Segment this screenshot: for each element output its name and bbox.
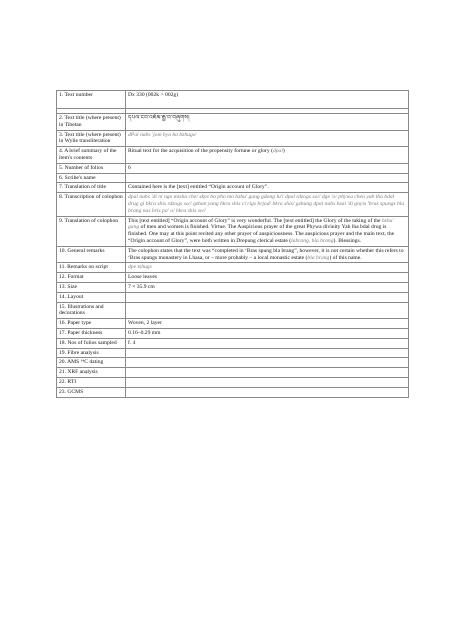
row-value: 7 × 35.9 cm [126, 282, 409, 292]
row-value: Contained here is the [text] entitled “Origin account of Glory”. [126, 183, 409, 193]
value-italic: labrang, bla brang [291, 237, 334, 244]
row-value: Dx 330 (002k > 002g) [126, 91, 409, 109]
row-label: 12. Format [57, 273, 126, 283]
row-label: 16. Paper type [57, 319, 126, 329]
table-row [57, 216, 409, 246]
row-label: 3. Text title (where present) in Wylie transliteration [57, 130, 126, 147]
table-row [57, 163, 409, 173]
row-value [126, 216, 409, 246]
table-row [57, 338, 409, 348]
table-row [57, 130, 409, 147]
row-label: 13. Size [57, 282, 126, 292]
value-text: ). Blessings. [333, 237, 362, 244]
row-label: 15. Illustrations and decorations [57, 302, 126, 319]
value-text: This [text entitled] “Origin account of Glory” is very wonderful. The [text entitled] the Glory of the taking of the [128, 217, 382, 224]
row-label: 9. Translation of colophon [57, 216, 126, 246]
row-value [126, 173, 409, 183]
row-label: 2. Text title (where present) in Tibetan [57, 114, 126, 131]
row-label: 11. Remarks on script [57, 263, 126, 273]
row-label: 19. Fibre analysis [57, 348, 126, 358]
row-label: 17. Paper thickness [57, 328, 126, 338]
row-label: 21. XRF analysis [57, 368, 126, 378]
row-value [126, 348, 409, 358]
row-value [126, 358, 409, 368]
table-row [57, 246, 409, 263]
table-row [57, 377, 409, 387]
row-value [126, 368, 409, 378]
table-row [57, 368, 409, 378]
table-row [57, 319, 409, 329]
row-label: 5. Number of folios [57, 163, 126, 173]
row-label: 14. Layout [57, 292, 126, 302]
row-value [126, 387, 409, 397]
row-value: Loose leaves [126, 273, 409, 283]
table-row [57, 193, 409, 216]
row-value: Woven, 2 layer [126, 319, 409, 329]
metadata-table [56, 90, 409, 398]
table-row [57, 328, 409, 338]
table-row [57, 302, 409, 319]
row-label: 18. Nos of folios sampled [57, 338, 126, 348]
table-row [57, 358, 409, 368]
row-value [126, 246, 409, 263]
value-text: ) of this name. [329, 254, 362, 261]
table-row [57, 387, 409, 397]
table-row [57, 173, 409, 183]
row-label: 6. Scribe's name [57, 173, 126, 183]
row-value: དཔལ་ངབ་འཇོམ་རྒྱ་བ་བཞུགས། [126, 114, 409, 131]
row-value: 0.16–0.29 mm [126, 328, 409, 338]
row-value: dpe tshugs [126, 263, 409, 273]
row-value [126, 377, 409, 387]
row-label: 22. RTI [57, 377, 126, 387]
table-row [57, 282, 409, 292]
table-row [57, 183, 409, 193]
value-text: of men and women is finished. Virtue. The Auspicious prayer of the great Phywa divinity Yab lha bdal drug is finished. One may at this point recited any other prayer of auspiciousness. The auspicious prayer and the main text, the “Origin account of Glory”, were both written in Drepung clerical estate ( [128, 224, 395, 244]
row-label: 1. Text number [57, 91, 126, 109]
value-italic: bla brang [307, 254, 330, 261]
row-label: 7. Translation of title [57, 183, 126, 193]
row-label: 20. AMS ¹⁴C dating [57, 358, 126, 368]
value-text: ) [282, 148, 285, 155]
row-value: 6 [126, 163, 409, 173]
row-label: 23. GCMS [57, 387, 126, 397]
row-label: 10. General remarks [57, 246, 126, 263]
value-text: The colophon states that the text was “completed in ‘Bras spung bla brang”, however, it is not certain whether this refers to ‘Bras spungs monastery in Lhasa, or – more probably – a local monastic estate ( [128, 247, 404, 261]
row-value [126, 147, 409, 164]
row-value: dPal nabs 'jom bya ba bzhugs/ [126, 130, 409, 147]
table-row [57, 292, 409, 302]
table-row [57, 91, 409, 109]
table-row [57, 263, 409, 273]
table-row [57, 114, 409, 131]
table-row [57, 348, 409, 358]
value-italic: dpal [272, 148, 283, 155]
row-value: dpal nabs 'di ni ngo mtsha che/ skye bo pho mo bzhu' gang gdong lu'i dpal rdzogs so// dge 'o/ phywa chen yab lha bdal drug gi bkra shis rdzogs so// gzhan yang bkra shis ci rigs brjod/ bkra shis/ gzhung dpal nabs bzai 'di gnyis 'bras spungs bla brang nas bris pa' o/ bkra shis so// [126, 193, 409, 216]
value-text: Ritual text for the acquisition of the propensity fortune or glory ( [128, 148, 273, 155]
table-row [57, 273, 409, 283]
row-label: 4. A brief summary of the item's contents [57, 147, 126, 164]
row-value [126, 292, 409, 302]
value-italic: bzhu' gang [128, 217, 394, 231]
table-row [57, 147, 409, 164]
row-value [126, 302, 409, 319]
row-label: 8. Transcription of colophon [57, 193, 126, 216]
row-value: f. 4 [126, 338, 409, 348]
